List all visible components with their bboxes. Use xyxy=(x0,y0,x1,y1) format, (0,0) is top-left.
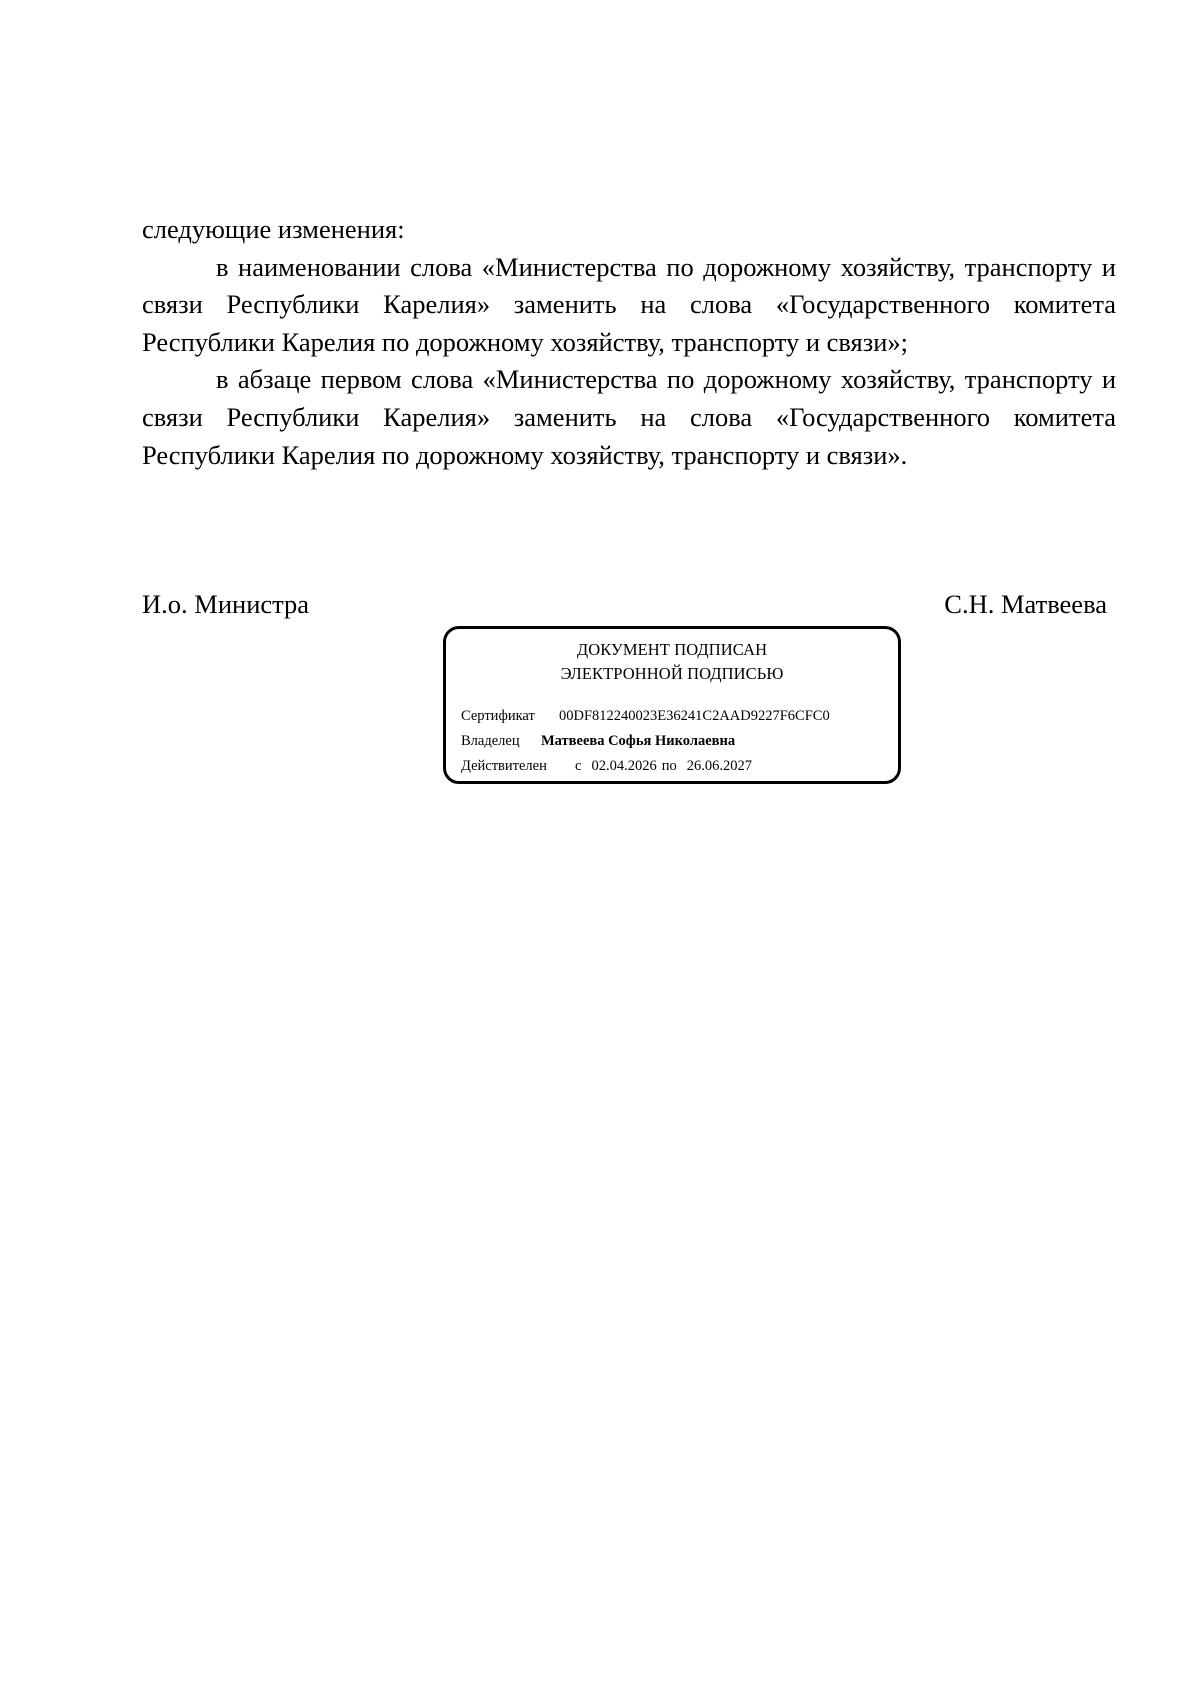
stamp-owner-row xyxy=(461,732,735,750)
stamp-valid-from-prefix: с xyxy=(575,758,582,774)
intro-line: следующие изменения: xyxy=(142,214,405,244)
stamp-validity-row xyxy=(461,757,752,775)
signatory-position: И.о. Министра xyxy=(142,589,310,619)
stamp-owner-value: Матвеева Софья Николаевна xyxy=(541,733,736,749)
signatory-name: С.Н. Матвеева xyxy=(944,589,1107,619)
stamp-valid-to-prefix: по xyxy=(661,758,677,774)
stamp-title-line-1: ДОКУМЕНТ ПОДПИСАН xyxy=(576,640,768,659)
electronic-signature-stamp xyxy=(443,626,901,784)
stamp-validity-label: Действителен xyxy=(461,758,547,774)
amendment-paragraph-2: в абзаце первом слова «Министерства по дорожному хозяйству, транспорту и связи Республики Карелия» заменить на слова «Государственного комитета Республики Карелия по дорожному хозяйству, транспорту и связи». xyxy=(142,364,1116,470)
stamp-title-line-2: ЭЛЕКТРОННОЙ ПОДПИСЬЮ xyxy=(560,664,784,683)
stamp-certificate-value: 00DF812240023E36241C2AAD9227F6CFC0 xyxy=(559,708,830,724)
document-body xyxy=(142,211,1116,474)
amendment-paragraph-1: в наименовании слова «Министерства по дорожному хозяйству, транспорту и связи Республики Карелия» заменить на слова «Государственного комитета Республики Карелия по дорожному хозяйству, транспорту и связи»; xyxy=(142,251,1116,357)
stamp-certificate-row xyxy=(461,707,830,725)
stamp-valid-to: 26.06.2027 xyxy=(686,758,752,774)
stamp-valid-from: 02.04.2026 xyxy=(591,758,657,774)
stamp-certificate-label: Сертификат xyxy=(461,708,535,724)
stamp-owner-label: Владелец xyxy=(461,733,520,749)
